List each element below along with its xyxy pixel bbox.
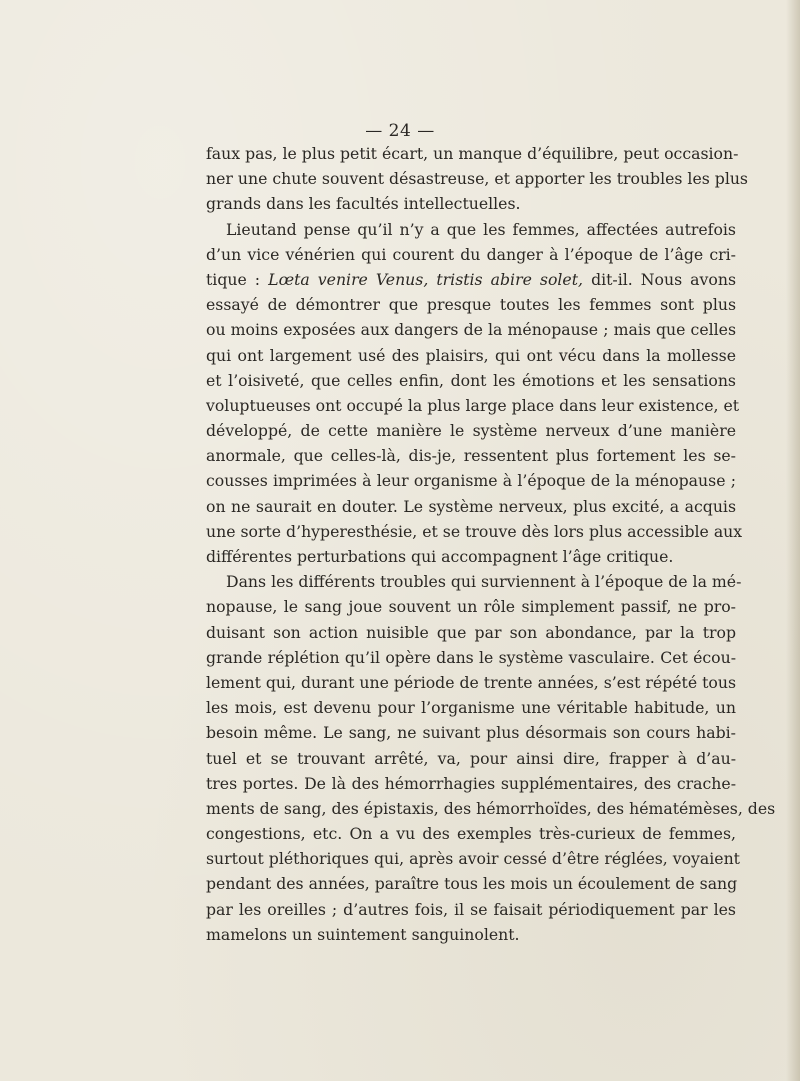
text-line: Dans les différents troubles qui surviennent à l’époque de la mé- [226, 572, 742, 592]
text-line: d’un vice vénérien qui courent du danger à l’époque de l’âge cri- [206, 244, 736, 264]
text-line-with-quote [206, 267, 736, 292]
text-line: anormale, que celles-là, dis-je, ressentent plus fortement les se- [206, 446, 736, 466]
text-line: pendant des années, paraître tous les mois un écoulement de sang [206, 874, 738, 894]
text-line: congestions, etc. On a vu des exemples très-curieux de femmes, [206, 824, 736, 844]
text-line: surtout pléthoriques qui, après avoir cessé d’être réglées, voyaient [206, 849, 740, 869]
text-line: ments de sang, des épistaxis, des hémorrhoïdes, des hématémèses, des [206, 798, 776, 818]
text-line: les mois, est devenu pour l’organisme une véritable habitude, un [206, 698, 736, 718]
text-line: et l’oisiveté, que celles enfin, dont les émotions et les sensations [206, 370, 736, 390]
latin-quote: Lœta venire Venus, tristis abire solet, [268, 269, 592, 289]
text-line: nopause, le sang joue souvent un rôle simplement passif, ne pro- [206, 597, 736, 617]
text-line: développé, de cette manière le système nerveux d’une manière [206, 421, 736, 441]
text-line: on ne saurait en douter. Le système nerveux, plus excité, a acquis [206, 496, 736, 516]
text-fragment: tique : [206, 269, 269, 289]
page-number: — 24 — [365, 121, 435, 141]
text-line: mamelons un suintement sanguinolent. [206, 924, 520, 944]
text-line: ner une chute souvent désastreuse, et apporter les troubles les plus [206, 169, 748, 189]
text-line: voluptueuses ont occupé la plus large place dans leur existence, et [206, 395, 740, 415]
text-line: lement qui, durant une période de trente années, s’est répété tous [206, 672, 736, 692]
text-line: ou moins exposées aux dangers de la ménopause ; mais que celles [206, 320, 736, 340]
text-line: essayé de démontrer que presque toutes les femmes sont plus [206, 295, 736, 315]
text-line: duisant son action nuisible que par son abondance, par la trop [206, 622, 736, 642]
text-line: différentes perturbations qui accompagnent l’âge critique. [206, 547, 674, 566]
text-line: grands dans les facultés intellectuelles. [206, 194, 521, 214]
text-line: une sorte d’hyperesthésie, et se trouve dès lors plus accessible aux [206, 521, 743, 541]
text-line: cousses imprimées à leur organisme à l’époque de la ménopause ; [206, 471, 736, 491]
text-line: tuel et se trouvant arrêté, va, pour ainsi dire, frapper à d’au- [206, 748, 736, 768]
body-text [206, 141, 776, 947]
page-edge-shadow [786, 0, 800, 1081]
text-line: faux pas, le plus petit écart, un manque d’équilibre, peut occasion- [206, 144, 739, 163]
text-fragment: dit-il. Nous avons [591, 269, 736, 289]
text-line: tres portes. De là des hémorrhagies supplémentaires, des crache- [206, 773, 736, 793]
text-line: par les oreilles ; d’autres fois, il se faisait périodiquement par les [206, 899, 736, 919]
text-line: Lieutand pense qu’il n’y a que les femmes, affectées autrefois [226, 219, 736, 239]
text-line: qui ont largement usé des plaisirs, qui ont vécu dans la mollesse [206, 345, 736, 365]
text-line: besoin même. Le sang, ne suivant plus désormais son cours habi- [206, 723, 736, 743]
text-line: grande réplétion qu’il opère dans le système vasculaire. Cet écou- [206, 647, 736, 667]
